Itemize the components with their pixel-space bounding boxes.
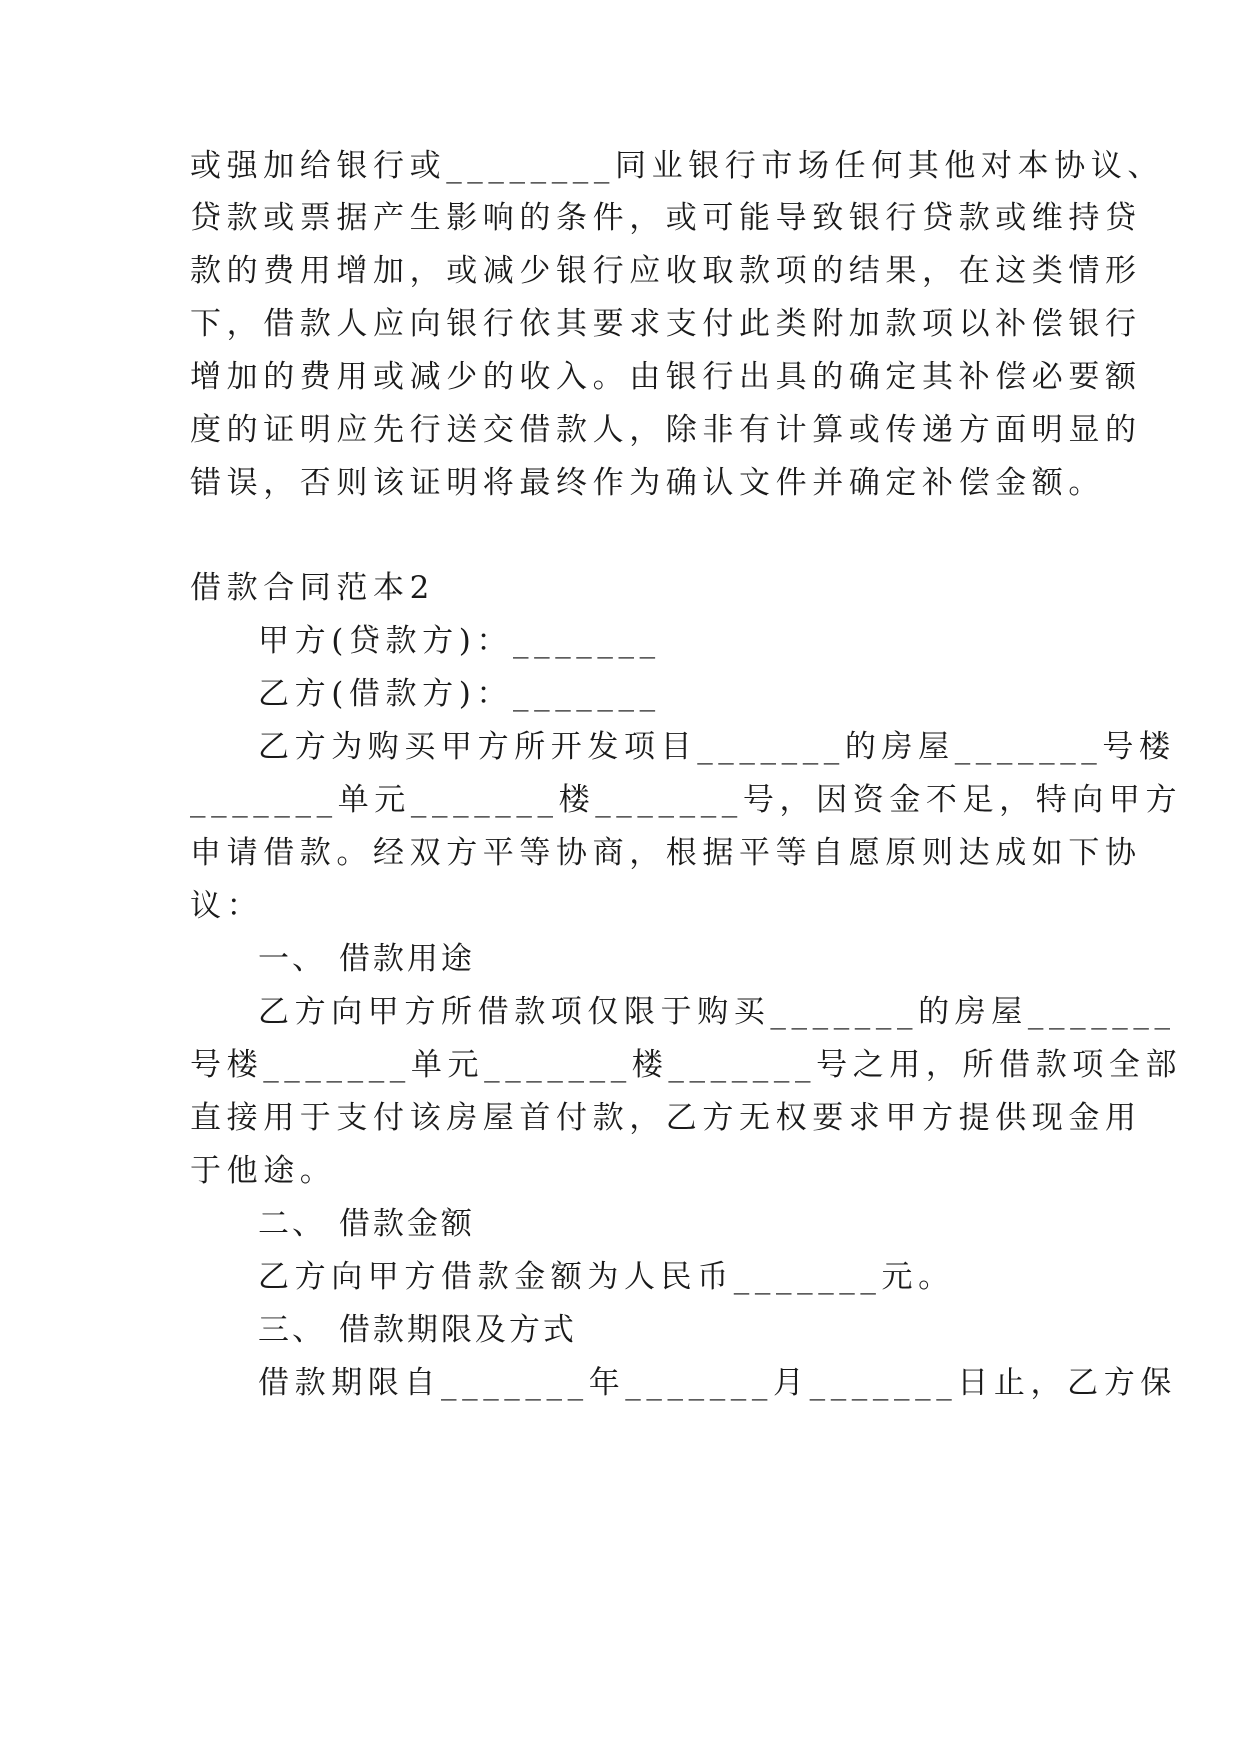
- paragraph-line: 贷款或票据产生影响的条件，或可能导致银行贷款或维持贷: [190, 200, 1142, 236]
- paragraph-line: 度的证明应先行送交借款人，除非有计算或传递方面明显的: [190, 412, 1142, 448]
- section-body-line: 借款期限自_______年_______月_______日止，乙方保: [258, 1365, 1177, 1401]
- section-body-line: 号楼_______单元_______楼_______号之用，所借款项全部: [190, 1047, 1183, 1083]
- preamble-line: _______单元_______楼_______号，因资金不足，特向甲方: [190, 782, 1183, 818]
- section-heading: 一、 借款用途: [258, 941, 475, 977]
- party-b-line: 乙方(借款方)：_______: [258, 676, 661, 712]
- section-body-line: 乙方向甲方借款金额为人民币_______元。: [258, 1259, 955, 1295]
- preamble-line: 议：: [190, 888, 264, 924]
- section-heading: 二、 借款金额: [258, 1206, 475, 1242]
- party-a-line: 甲方(贷款方)：_______: [258, 623, 661, 659]
- contract-title: 借款合同范本2: [190, 570, 435, 606]
- section-heading: 三、 借款期限及方式: [258, 1312, 577, 1348]
- paragraph-line: 或强加给银行或________同业银行市场任何其他对本协议、: [190, 148, 1164, 184]
- section-body-line: 直接用于支付该房屋首付款，乙方无权要求甲方提供现金用: [190, 1100, 1142, 1136]
- preamble-line: 申请借款。经双方平等协商，根据平等自愿原则达成如下协: [190, 835, 1142, 871]
- paragraph-line: 款的费用增加，或减少银行应收取款项的结果，在这类情形: [190, 253, 1142, 289]
- section-body-line: 乙方向甲方所借款项仅限于购买_______的房屋_______: [258, 994, 1176, 1030]
- paragraph-line: 下，借款人应向银行依其要求支付此类附加款项以补偿银行: [190, 306, 1142, 342]
- section-body-line: 于他途。: [190, 1153, 337, 1189]
- paragraph-line: 增加的费用或减少的收入。由银行出具的确定其补偿必要额: [190, 359, 1142, 395]
- preamble-line: 乙方为购买甲方所开发项目_______的房屋_______号楼: [258, 729, 1176, 765]
- paragraph-line: 错误，否则该证明将最终作为确认文件并确定补偿金额。: [190, 465, 1105, 501]
